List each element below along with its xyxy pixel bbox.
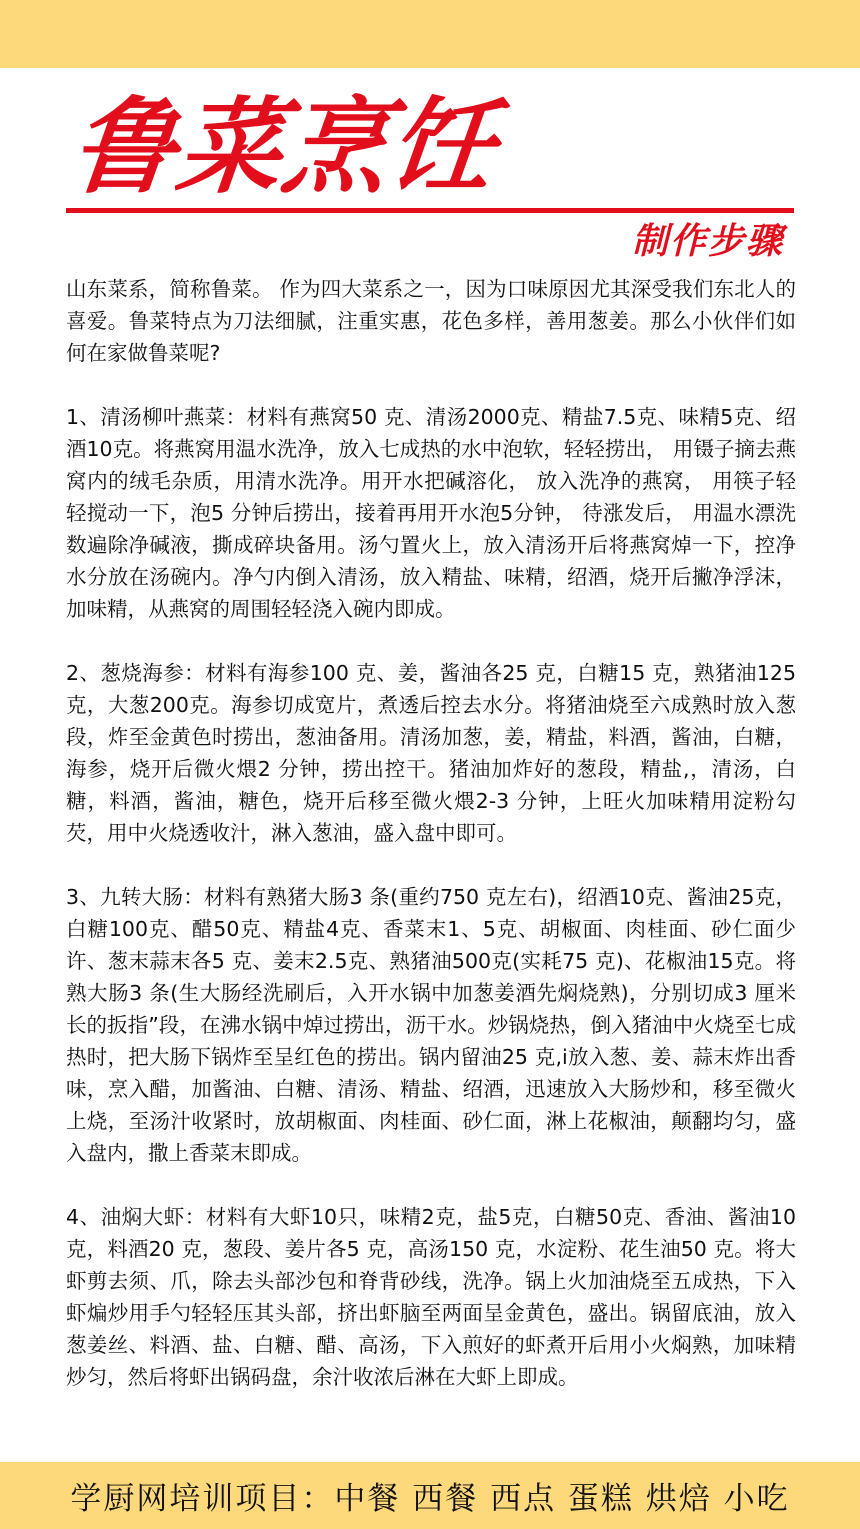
footer-text: 学厨网培训项目：中餐 西餐 西点 蛋糕 烘焙 小吃 [70,1481,790,1517]
top-banner [0,0,860,68]
page-subtitle: 制作步骤 [631,221,784,262]
recipe-paragraph: 4、油焖大虾：材料有大虾10只，味精2克，盐5克，白糖50克、香油、酱油10 克，料酒20 克，葱段、姜片各5 克，高汤150 克，水淀粉、花生油50 克。将大虾剪去须、爪，除去头部沙包和脊背砂线，洗净。锅上火加油烧至五成热，下入虾煸炒用手勺轻轻压其头部，挤出虾脑至两面呈金黄色，盛出。锅留底油，放入葱姜丝、料酒、盐、白糖、醋、高汤，下入煎好的虾煮开后用小火焖熟，加味精炒匀，然后将虾出锅码盘，余汁收浓后淋在大虾上即成。 [66,1205,796,1389]
recipe-paragraph: 1、清汤柳叶燕菜：材料有燕窝50 克、清汤2000克、精盐7.5克、味精5克、绍酒10克。将燕窝用温水洗净，放入七成热的水中泡软，轻轻捞出， 用镊子摘去燕窝内的绒毛杂质，用清水洗净。用开水把碱溶化， 放入洗净的燕窝， 用筷子轻轻搅动一下，泡5 分钟后捞出，接着再用开水泡5分钟， 待涨发后， 用温水漂洗数遍除净碱液，撕成碎块备用。汤勺置火上，放入清汤开后将燕窝焯一下，控净水分放在汤碗内。净勺内倒入清汤，放入精盐、味精，绍酒，烧开后撇净浮沫，加味精，从燕窝的周围轻轻浇入碗内即成。 [66,405,796,621]
recipe-paragraph: 3、九转大肠：材料有熟猪大肠3 条(重约750 克左右)，绍酒10克、酱油25克，白糖100克、醋50克、精盐4克、香菜末1、5克、胡椒面、肉桂面、砂仁面少许、葱末蒜末各5 克、姜末2.5克、熟猪油500克(实耗75 克)、花椒油15克。将熟大肠3 条(生大肠经洗刷后，入开水锅中加葱姜酒先焖烧熟)，分别切成3 厘米长的扳指”段，在沸水锅中焯过捞出，沥干水。炒锅烧热，倒入猪油中火烧至七成热时，把大肠下锅炸至呈红色的捞出。锅内留油25 克,i放入葱、姜、蒜末炸出香味，烹入醋，加酱油、白糖、清汤、精盐、绍酒，迅速放入大肠炒和，移至微火上烧，至汤汁收紧时，放胡椒面、肉桂面、砂仁面，淋上花椒油，颠翻均匀，盛入盘内，撒上香菜末即成。 [66,885,796,1165]
page-title: 鲁菜烹饪 [65,86,503,208]
article-body [66,273,796,1393]
title-divider [66,208,794,213]
recipe-paragraph: 2、葱烧海参：材料有海参100 克、姜，酱油各25 克，白糖15 克，熟猪油125克，大葱200克。海参切成宽片，煮透后控去水分。将猪油烧至六成熟时放入葱段，炸至金黄色时捞出，葱油备用。清汤加葱，姜，精盐，料酒，酱油，白糖，海参，烧开后微火煨2 分钟，捞出控干。猪油加炸好的葱段，精盐,，清汤，白糖，料酒，酱油，糖色，烧开后移至微火煨2-3 分钟，上旺火加味精用淀粉勾芡，用中火烧透收汁，淋入葱油，盛入盘中即可。 [66,661,796,845]
intro-paragraph: 山东菜系，简称鲁菜。 作为四大菜系之一，因为口味原因尤其深受我们东北人的喜爱。鲁菜特点为刀法细腻，注重实惠，花色多样，善用葱姜。那么小伙伴们如何在家做鲁菜呢? [66,277,796,365]
footer-banner [0,1462,860,1529]
